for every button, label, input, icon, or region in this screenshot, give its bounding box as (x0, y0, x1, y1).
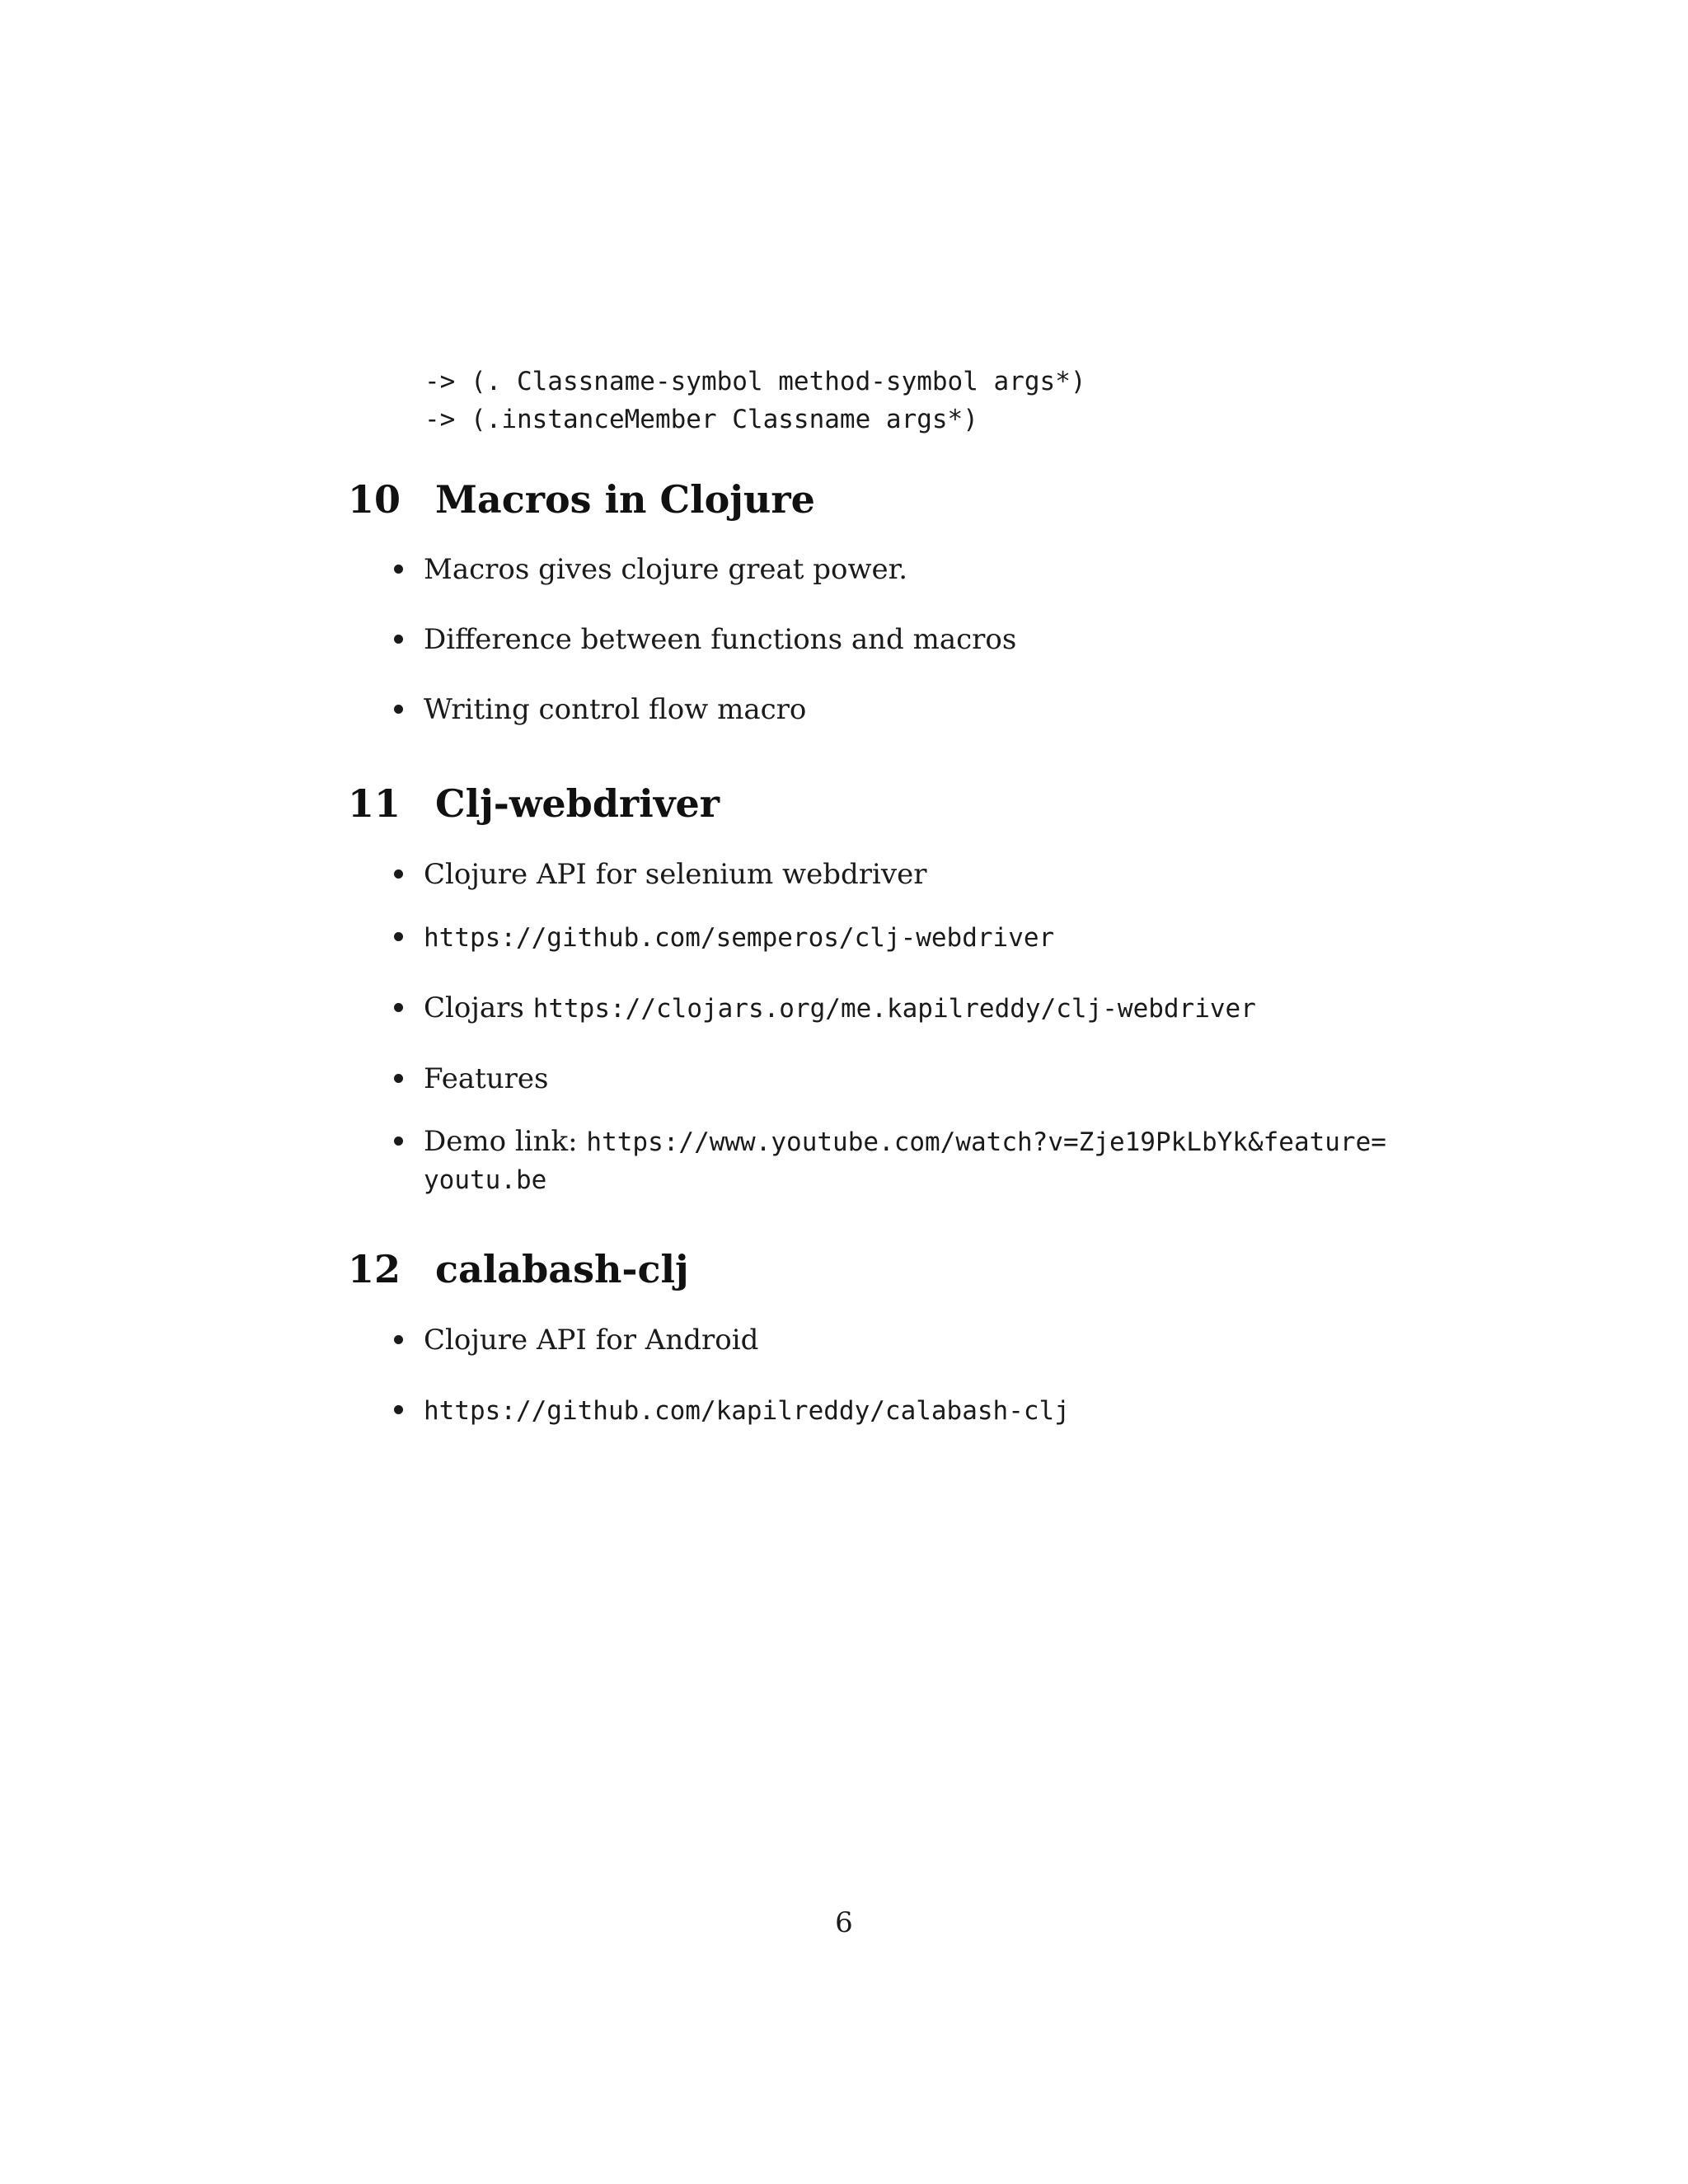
list-item (389, 621, 1016, 658)
section-heading-11 (348, 780, 720, 827)
section-11-list (389, 855, 1386, 1199)
list-item-text: Macros gives clojure great power. (424, 553, 907, 586)
section-heading-12 (348, 1246, 689, 1292)
list-item (389, 551, 1016, 588)
github-link-clj-webdriver[interactable]: https://github.com/semperos/clj-webdriver (424, 923, 1055, 953)
code-block (424, 363, 1086, 438)
section-10-list (389, 551, 1016, 729)
list-item (389, 1060, 1386, 1098)
code-line: -> (.instanceMember Classname args*) (424, 405, 978, 434)
bullet-icon (394, 1335, 403, 1344)
page-number: 6 (835, 1906, 853, 1939)
section-title: calabash-clj (435, 1247, 689, 1291)
section-number: 10 (348, 477, 401, 522)
list-item-text: Clojars (424, 991, 524, 1024)
list-item-text: Demo link: (424, 1125, 578, 1158)
demo-line (424, 1122, 1386, 1161)
bullet-icon (394, 1003, 403, 1012)
section-title: Clj-webdriver (435, 781, 720, 826)
section-number: 11 (348, 781, 401, 826)
section-heading-10 (348, 476, 815, 523)
demo-link-continuation[interactable]: youtu.be (424, 1165, 547, 1195)
bullet-icon (394, 932, 403, 941)
list-item (389, 1122, 1386, 1199)
list-item-text: Features (424, 1062, 549, 1095)
list-item (389, 989, 1386, 1028)
bullet-icon (394, 1137, 403, 1146)
section-12-list (389, 1321, 1070, 1430)
list-item (389, 918, 1386, 957)
list-item-text: Difference between functions and macros (424, 623, 1017, 656)
list-item (389, 1391, 1070, 1430)
list-item-text: Writing control flow macro (424, 693, 807, 726)
list-item-text: Clojure API for selenium webdriver (424, 858, 927, 891)
bullet-icon (394, 869, 403, 879)
list-item (389, 1321, 1070, 1359)
demo-link[interactable]: https://www.youtube.com/watch?v=Zje19PkLbYk&feature= (586, 1127, 1386, 1157)
bullet-icon (394, 705, 403, 714)
list-item (389, 855, 1386, 893)
section-title: Macros in Clojure (435, 477, 815, 522)
code-line: -> (. Classname-symbol method-symbol args*) (424, 367, 1086, 396)
section-number: 12 (348, 1247, 401, 1291)
clojars-link[interactable]: https://clojars.org/me.kapilreddy/clj-webdriver (532, 994, 1256, 1024)
bullet-icon (394, 1405, 403, 1414)
list-item-text: Clojure API for Android (424, 1324, 759, 1357)
github-link-calabash-clj[interactable]: https://github.com/kapilreddy/calabash-clj (424, 1396, 1070, 1426)
bullet-icon (394, 565, 403, 574)
bullet-icon (394, 635, 403, 644)
list-item (389, 691, 1016, 729)
bullet-icon (394, 1074, 403, 1083)
